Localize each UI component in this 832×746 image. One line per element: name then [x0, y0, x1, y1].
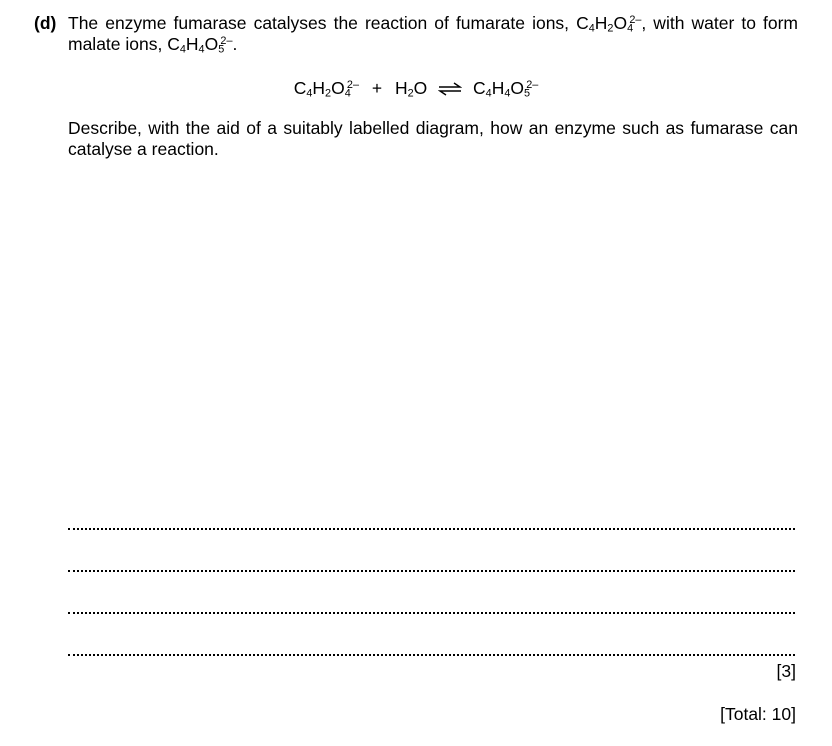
- answer-line-4[interactable]: [68, 654, 795, 656]
- reaction-equation: [0, 77, 832, 99]
- total-marks-label: [Total: 10]: [720, 704, 796, 724]
- eq-fumarate: $C_4H_2O_4^{2-}$: [293, 78, 359, 100]
- fumarate-formula: $C_4H_2O_4^{2-}$: [576, 13, 642, 35]
- answer-line-3[interactable]: [68, 612, 795, 614]
- marks-label: [3]: [776, 661, 796, 681]
- eq-water: $H_2O$: [394, 78, 428, 100]
- intro-mid-text: , with water to form malate ions,: [68, 13, 798, 54]
- intro-text: The enzyme fumarase catalyses the reaction of fumarate ions,: [68, 13, 577, 33]
- eq-malate: $C_4H_4O_5^{2-}$: [473, 78, 539, 100]
- answer-line-2[interactable]: [68, 570, 795, 572]
- question-label: (d): [34, 13, 57, 33]
- plus-sign: +: [371, 78, 383, 98]
- question-intro: [68, 13, 798, 55]
- answer-line-1[interactable]: [68, 528, 795, 530]
- equilibrium-arrow-icon: [438, 82, 462, 96]
- question-task: Describe, with the aid of a suitably labelled diagram, how an enzyme such as fumarase can catalyse a reaction.: [68, 118, 798, 159]
- malate-formula: $C_4H_4O_5^{2-}$: [167, 34, 233, 56]
- intro-end-text: .: [232, 34, 238, 54]
